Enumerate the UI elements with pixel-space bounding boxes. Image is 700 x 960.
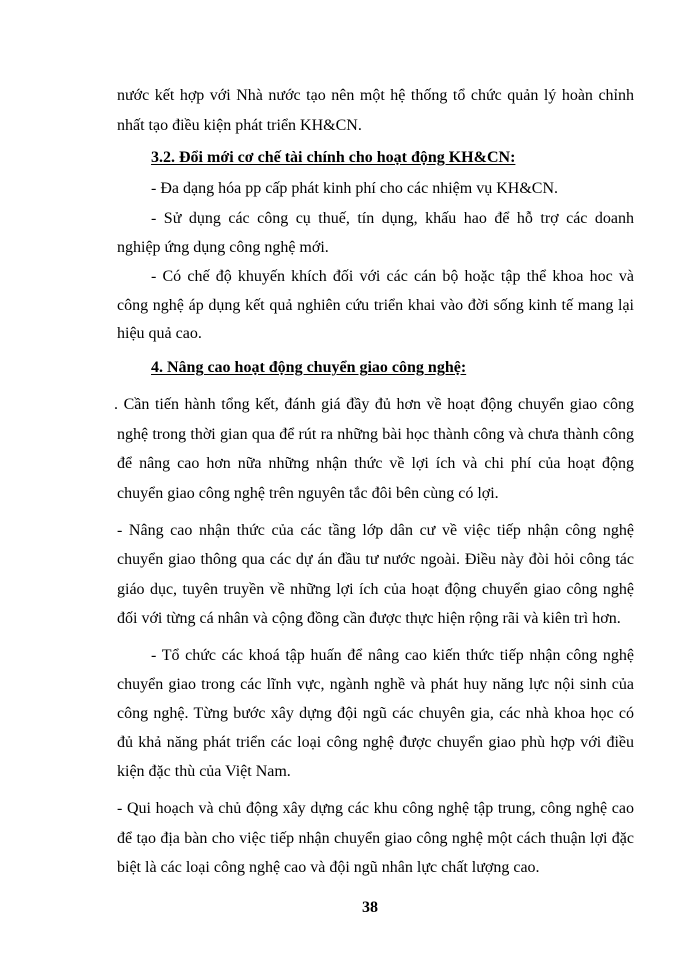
section-heading-3-2: 3.2. Đổi mới cơ chế tài chính cho hoạt động KH&CN: [151, 149, 516, 166]
body-text-line: - Sử dụng các công cụ thuế, tín dụng, khấu hao để hỗ trợ các doanh [151, 210, 634, 227]
body-text-line: kiện đặc thù của Việt Nam. [117, 763, 291, 780]
body-text-line: . Cần tiến hành tổng kết, đánh giá đầy đủ hơn về hoạt động chuyển giao công [114, 396, 634, 413]
body-text-line: nghệ trong thời gian qua để rút ra những bài học thành công và chưa thành công [117, 426, 634, 443]
body-text-line: công nghệ áp dụng kết quả nghiên cứu triển khai vào đời sống kinh tế mang lại [117, 297, 634, 314]
body-text-line: - Nâng cao nhận thức của các tầng lớp dân cư về việc tiếp nhận công nghệ [117, 522, 634, 539]
body-text-line: - Đa dạng hóa pp cấp phát kinh phí cho các nhiệm vụ KH&CN. [151, 180, 559, 197]
body-text-line: nhất tạo điều kiện phát triển KH&CN. [117, 117, 362, 134]
body-text-line: giáo dục, tuyên truyền về những lợi ích của hoạt động chuyển giao công nghệ [117, 581, 634, 598]
body-text-line: để tạo địa bàn cho việc tiếp nhận chuyển giao công nghệ một cách thuận lợi đặc [117, 830, 634, 847]
body-text-line: nghiệp ứng dụng công nghệ mới. [117, 239, 329, 256]
page-number: 38 [362, 899, 378, 916]
body-text-line: - Tổ chức các khoá tập huấn để nâng cao kiến thức tiếp nhận công nghệ [151, 647, 634, 664]
body-text-line: nước kết hợp với Nhà nước tạo nên một hệ thống tổ chức quản lý hoàn chỉnh [117, 87, 634, 104]
body-text-line: biệt là các loại công nghệ cao và đội ngũ nhân lực chất lượng cao. [117, 859, 540, 876]
section-heading-4: 4. Nâng cao hoạt động chuyển giao công nghệ: [151, 359, 467, 376]
body-text-line: chuyển giao thông qua các dự án đầu tư nước ngoài. Điều này đòi hỏi công tác [117, 551, 634, 568]
body-text-line: đối với từng cá nhân và cộng đồng cần được thực hiện rộng rãi và kiên trì hơn. [117, 610, 621, 627]
body-text-line: công nghệ. Từng bước xây dựng đội ngũ các chuyên gia, các nhà khoa học có [117, 705, 634, 722]
body-text-line: chuyển giao công nghệ trên nguyên tắc đôi bên cùng có lợi. [117, 485, 499, 502]
body-text-line: chuyển giao trong các lĩnh vực, ngành nghề và phát huy năng lực nội sinh của [117, 676, 634, 693]
body-text-line: hiệu quả cao. [117, 325, 202, 342]
body-text-line: - Qui hoạch và chủ động xây dựng các khu công nghệ tập trung, công nghệ cao [117, 800, 634, 817]
body-text-line: để nâng cao hơn nữa những nhận thức về lợi ích và chi phí của hoạt động [117, 455, 634, 472]
body-text-line: đủ khả năng phát triển các loại công nghệ được chuyển giao phù hợp với điều [117, 734, 634, 751]
body-text-line: - Có chế độ khuyến khích đối với các cán bộ hoặc tập thể khoa hoc và [151, 268, 634, 285]
